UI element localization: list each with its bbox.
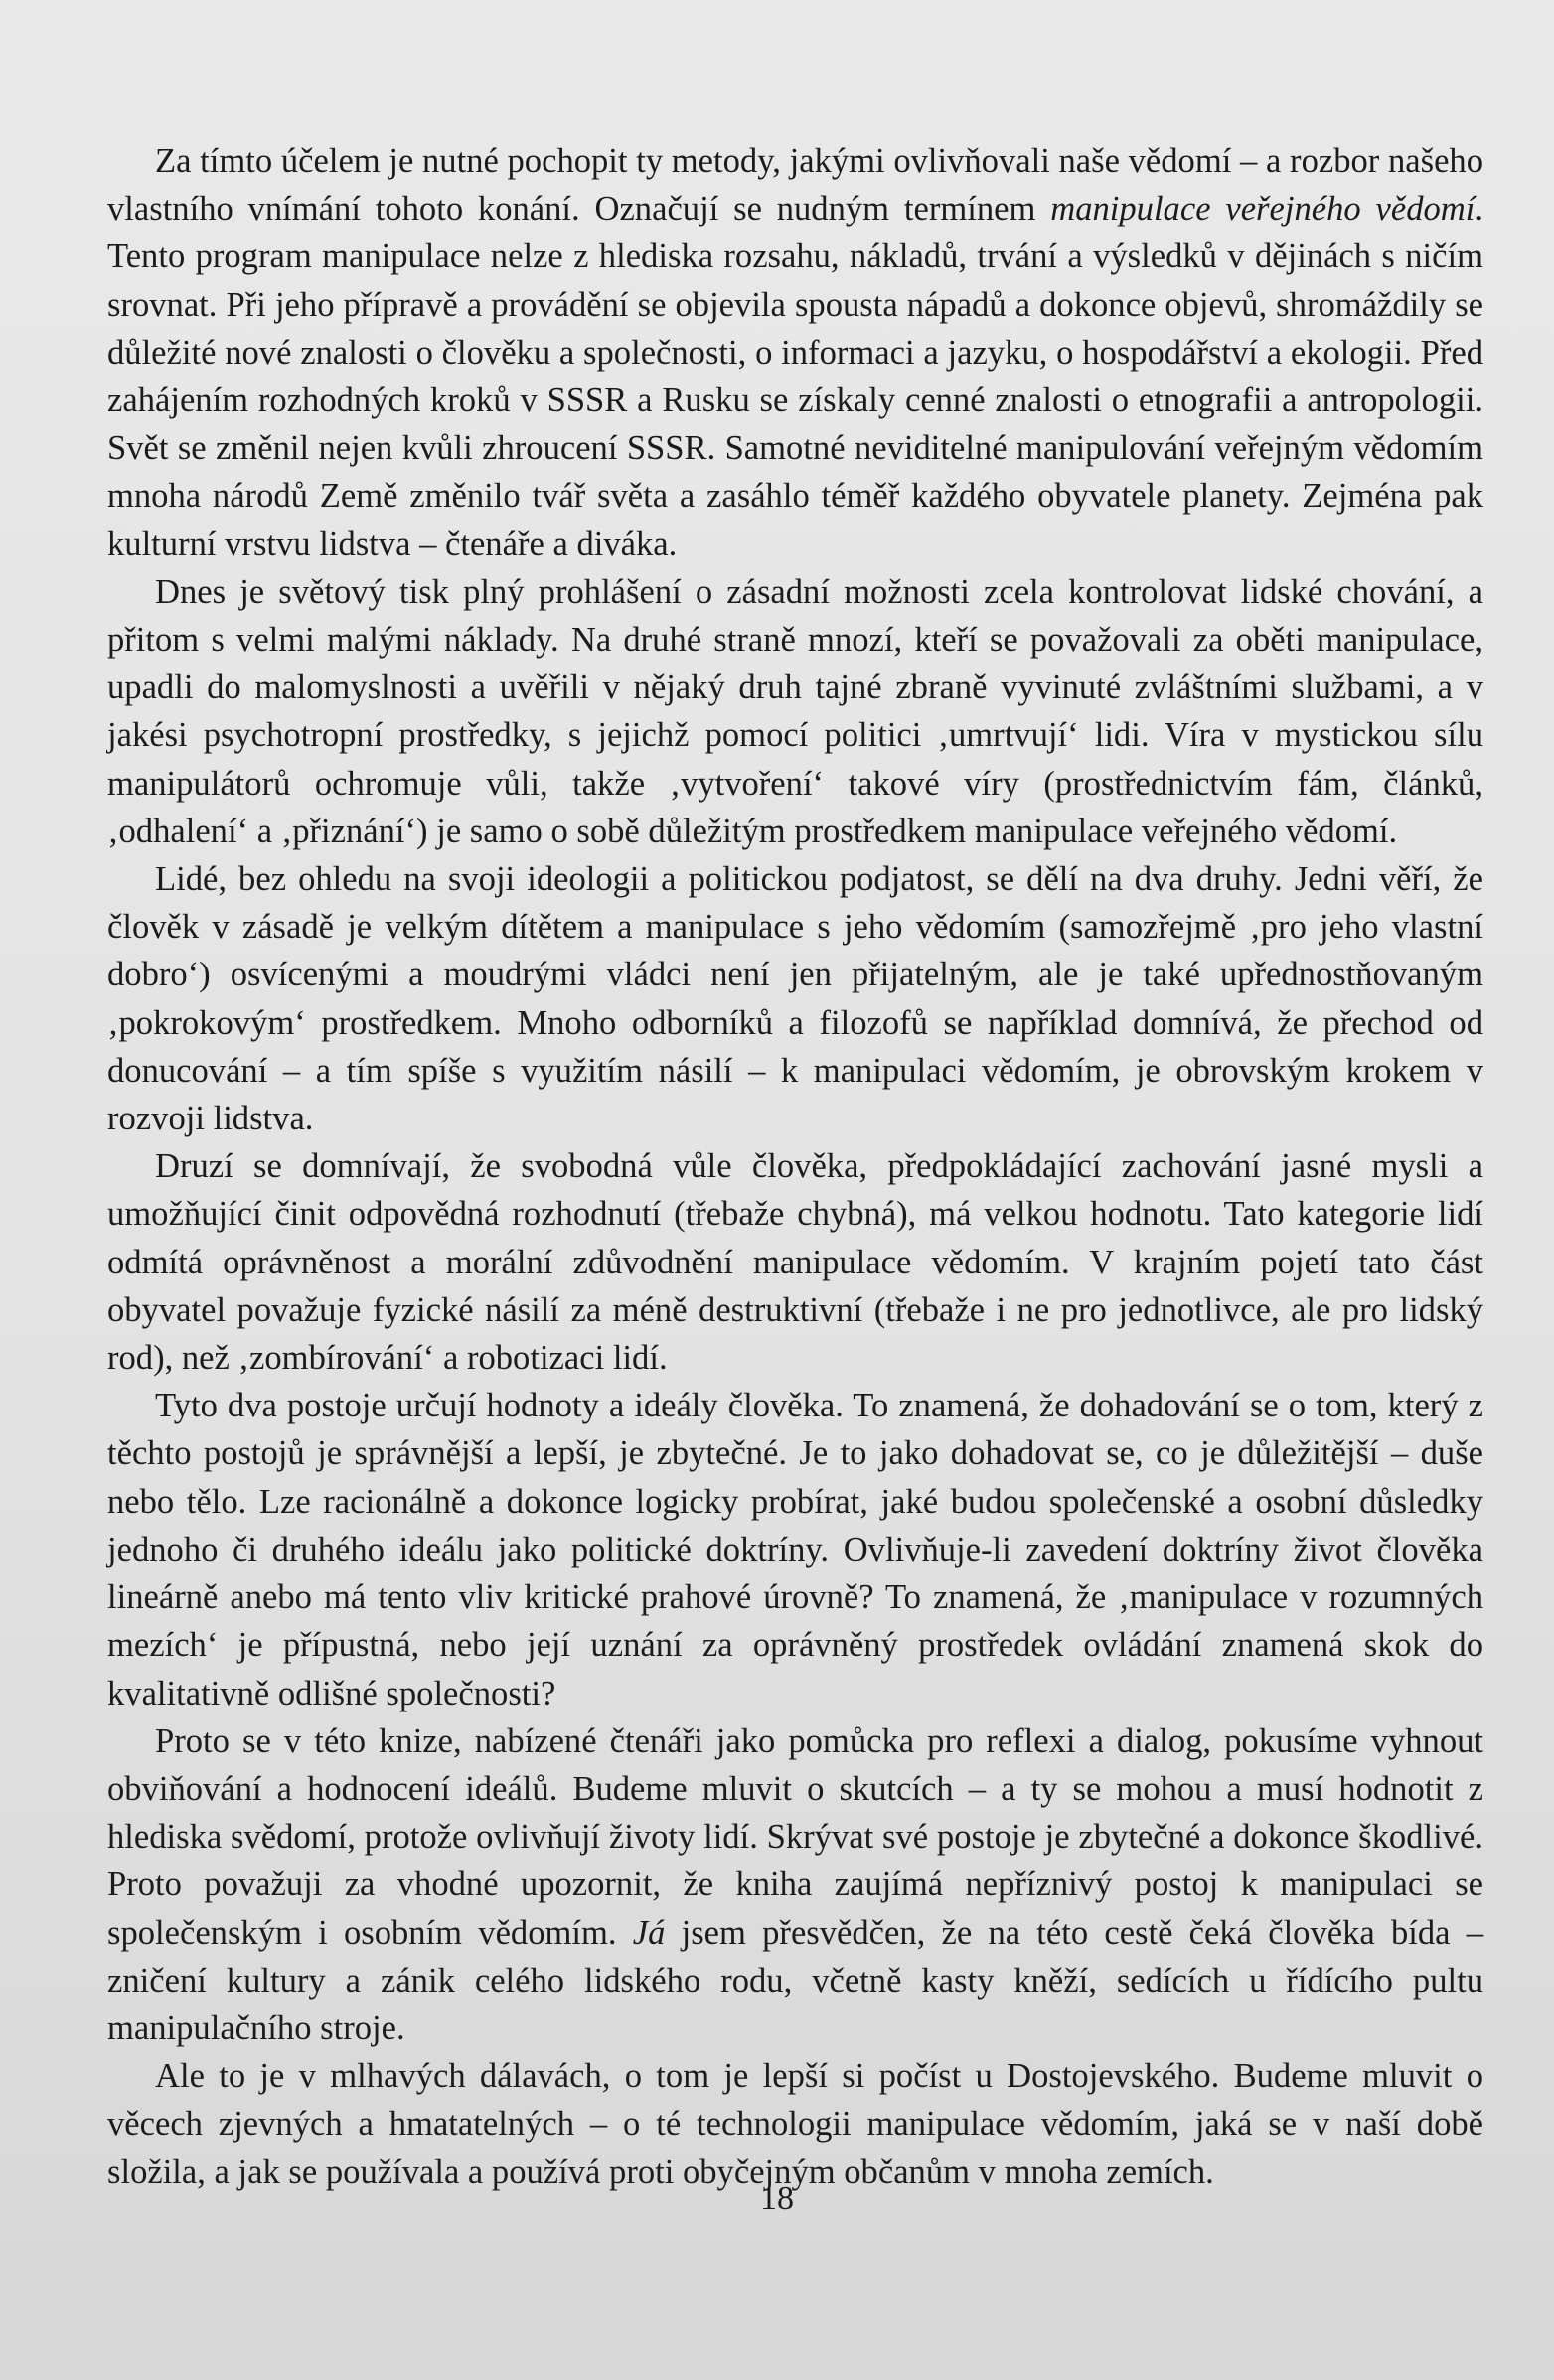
- paragraph: [107, 1382, 1483, 1716]
- paragraph-text: Druzí se domnívají, že svobodná vůle člověka, předpokládající zachování jasné mysli a umožňující činit odpovědná rozhodnutí (třebaže chybná), má velkou hodnotu. Tato kategorie lidí odmítá oprávněnost a morální zdůvodnění manipulace vědomím. V krajním pojetí tato část obyvatel považuje fyzické násilí za méně destruktivní (třebaže i ne pro jednotlivce, ale pro lidský rod), než ‚zombírování‘ a robotizaci lidí.: [107, 1147, 1483, 1378]
- emphasized-text: manipulace veřejného vědomí: [1050, 190, 1476, 228]
- paragraph: [107, 137, 1483, 568]
- paragraph-text: Tyto dva postoje určují hodnoty a ideály člověka. To znamená, že dohadování se o tom, který z těchto postojů je správnější a lepší, je zbytečné. Je to jako dohadovat se, co je důležitější – duše nebo tělo. Lze racionálně a dokonce logicky probírat, jaké budou společenské a osobní důsledky jednoho či druhého ideálu jako politické doktríny. Ovlivňuje-li zavedení doktríny život člověka lineárně anebo má tento vliv kritické prahové úrovně? To znamená, že ‚manipulace v rozumných mezích‘ je přípustná, nebo její uznání za oprávněný prostředek ovládání znamená skok do kvalitativně odlišné společnosti?: [107, 1387, 1483, 1712]
- page-number: 18: [760, 2180, 794, 2217]
- paragraph-text: Dnes je světový tisk plný prohlášení o zásadní možnosti zcela kontrolovat lidské chování, a přitom s velmi malými náklady. Na druhé straně mnozí, kteří se považovali za oběti manipulace, upadli do malomyslnosti a uvěřili v nějaký druh tajné zbraně vyvinuté zvláštními službami, a v jakési psychotropní prostředky, s jejichž pomocí politici ‚umrtvují‘ lidi. Víra v mystickou sílu manipulátorů ochromuje vůli, takže ‚vytvoření‘ takové víry (prostřednictvím fám, článků, ‚odhalení‘ a ‚přiznání‘) je samo o sobě důležitým prostředkem manipulace veřejného vědomí.: [107, 572, 1483, 850]
- paragraph: [107, 855, 1483, 1142]
- body-text: [107, 137, 1483, 2196]
- paragraph-text: Ale to je v mlhavých dálavách, o tom je lepší si počíst u Dostojevského. Budeme mluvit o věcech zjevných a hmatatelných – o té technologii manipulace vědomím, jaká se v naší době složila, a jak se používala a používá proti obyčejným občanům v mnoha zemích.: [107, 2057, 1483, 2191]
- emphasized-text: Já: [632, 1913, 666, 1952]
- paragraph-text: jsem přesvědčen, že na této cestě čeká člověka bída – zničení kultury a zánik celého lidského rodu, včetně kasty kněží, sedících u řídícího pultu manipulačního stroje.: [107, 1913, 1484, 2047]
- paragraph-text: Lidé, bez ohledu na svoji ideologii a politickou podjatost, se dělí na dva druhy. Jedni věří, že člověk v zásadě je velkým dítětem a manipulace s jeho vědomím (samozřejmě ‚pro jeho vlastní dobro‘) osvícenými a moudrými vládci není jen přijatelným, ale je také upřednostňovaným ‚pokrokovým‘ prostředkem. Mnoho odborníků a filozofů se například domnívá, že přechod od donucování – a tím spíše s využitím násilí – k manipulaci vědomím, je obrovským krokem v rozvoji lidstva.: [107, 860, 1483, 1138]
- paragraph-text: Za tímto účelem je nutné pochopit ty metody, jakými ovlivňovali naše vědomí – a rozbor našeho vlastního vnímání tohoto konání. Označují se nudným termínem: [107, 142, 1483, 228]
- paragraph: [107, 568, 1483, 855]
- paragraph: [107, 2052, 1483, 2196]
- paragraph-text: . Tento program manipulace nelze z hlediska rozsahu, nákladů, trvání a výsledků v dějinách s ničím srovnat. Při jeho přípravě a provádění se objevila spousta nápadů a dokonce objevů, shromáždily se důležité nové znalosti o člověku a společnosti, o informaci a jazyku, o hospodářství a ekologii. Před zahájením rozhodných kroků v SSSR a Rusku se získaly cenné znalosti o etnografii a antropologii. Svět se změnil nejen kvůli zhroucení SSSR. Samotné neviditelné manipulování veřejným vědomím mnoha národů Země změnilo tvář světa a zasáhlo téměř každého obyvatele planety. Zejména pak kulturní vrstvu lidstva – čtenáře a diváka.: [107, 190, 1484, 563]
- paragraph-text: Proto se v této knize, nabízené čtenáři jako pomůcka pro reflexi a dialog, pokusíme vyhnout obviňování a hodnocení ideálů. Budeme mluvit o skutcích – a ty se mohou a musí hodnotit z hlediska svědomí, protože ovlivňují životy lidí. Skrývat své postoje je zbytečné a dokonce škodlivé. Proto považuji za vhodné upozornit, že kniha zaujímá nepříznivý postoj k manipulaci se společenským i osobním vědomím.: [107, 1721, 1483, 1952]
- paragraph: [107, 1717, 1483, 2052]
- paragraph: [107, 1142, 1483, 1382]
